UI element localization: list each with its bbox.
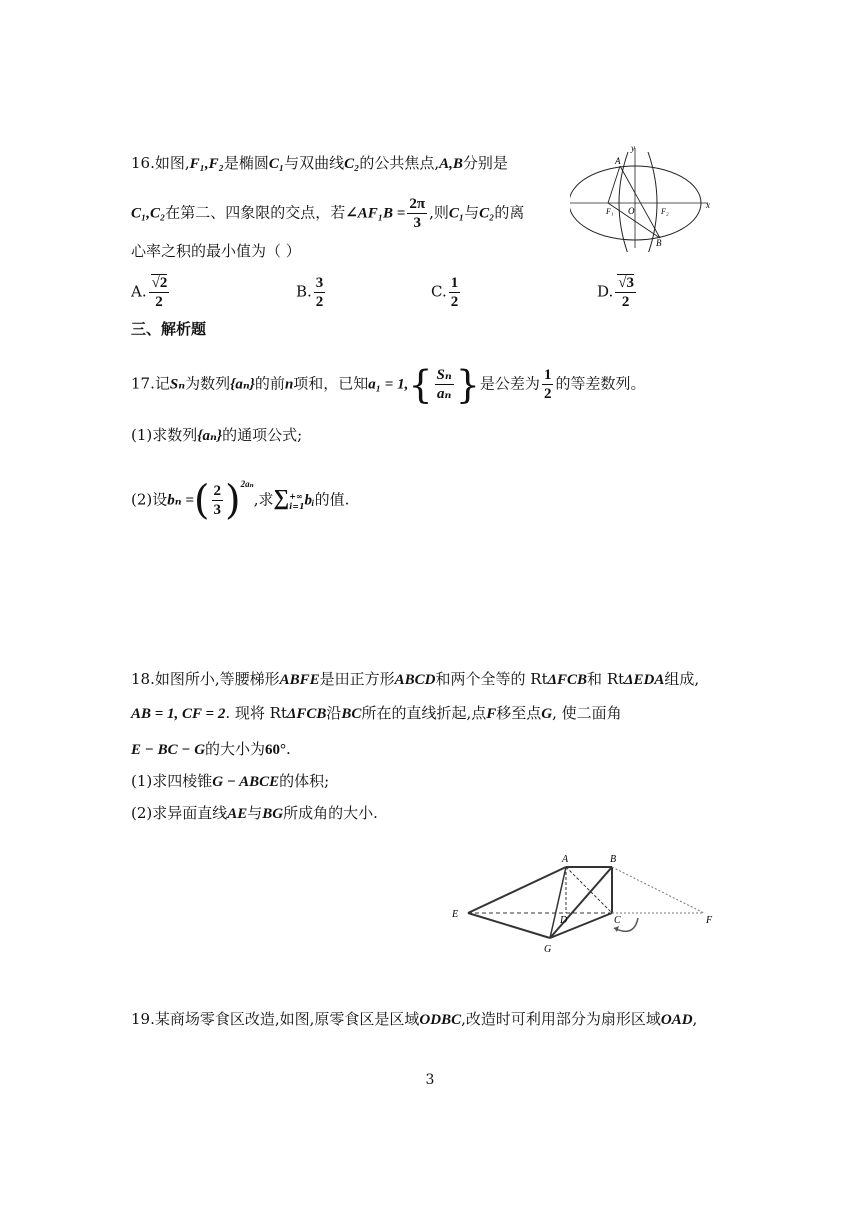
- edge-bf-dotted: [612, 867, 704, 913]
- q17-part2: (2)设bₙ =( $\frac{2}{3}$ )$^{2a_n}$,求∑ +∞ i=1 bᵢ的值.: [131, 477, 350, 524]
- q17-part1: (1)求数列{aₙ}的通项公式;: [131, 426, 303, 444]
- sn-over-an: $\frac{\text{Sₙ}}{\text{aₙ}}$: [436, 367, 452, 402]
- label-d: D: [560, 915, 568, 926]
- q17-stem: 17.记Sₙ为数列{aₙ}的前n项和，已知a₁ = 1,{ $\frac{\text{Sₙ}}{\text{aₙ}}$ }是公差为 $\frac{1}{2}$ 的等差数列。: [131, 362, 646, 407]
- q18-part2: (2)求异面直线AE与BG所成角的大小.: [131, 804, 378, 822]
- q16-option-c: C. $\frac{1}{2}$: [431, 275, 459, 310]
- q16-line1: 16.如图,F₁,F₂是椭圆C₁与双曲线C₂的公共焦点,A,B分别是: [131, 154, 508, 172]
- label-b: B: [610, 854, 617, 865]
- section-heading: 三、解析题: [131, 320, 207, 338]
- q16-option-a: A. $\frac{√2}{2}$: [131, 275, 168, 310]
- points-ab: A,B: [439, 156, 463, 172]
- label-f1: F₁: [606, 207, 614, 216]
- angle-expr: ∠AF₁B =: [345, 205, 406, 222]
- edge-gb: [550, 867, 612, 938]
- c2: C₂: [344, 156, 360, 172]
- q16-line2: C₁,C₂在第二、四象限的交点，若∠AF₁B = $\frac{2\pi}{3}$ ,则C₁与C₂的离: [131, 196, 525, 231]
- line-ab: [620, 166, 660, 238]
- q18-line3: E − BC − G的大小为60°.: [131, 740, 291, 758]
- label-b: B: [656, 238, 662, 248]
- label-y: y: [631, 143, 635, 153]
- q18-line2: AB = 1, CF = 2. 现将 RtΔFCB沿BC所在的直线折起,点F移至点G, 使二面角: [131, 704, 622, 722]
- label-g: G: [544, 944, 552, 955]
- fold-arrow-head: [614, 926, 619, 932]
- q16-option-b: B. $\frac{3}{2}$: [296, 275, 324, 310]
- label-x: x: [706, 200, 710, 210]
- edge-eg: [468, 913, 550, 938]
- q16-line3: 心率之积的最小值为（ ）: [131, 242, 301, 260]
- segment-af1: [608, 166, 620, 203]
- label-f: F: [706, 915, 713, 926]
- label-a: A: [615, 156, 621, 166]
- q19-stem: 19.某商场零食区改造,如图,原零食区是区域ODBC,改造时可利用部分为扇形区域OAD,: [131, 1010, 698, 1028]
- label-f2: F₂: [661, 207, 669, 216]
- page-number: 3: [425, 1072, 435, 1088]
- label-a: A: [562, 854, 569, 865]
- q16-figure: [570, 142, 715, 252]
- q16-option-d: D. $\frac{√3}{2}$: [597, 275, 634, 310]
- edge-ea: [468, 867, 566, 913]
- q18-line1: 18.如图所小,等腰梯形ABFE是田正方形ABCD和两个全等的 RtΔFCB和 RtΔEDA组成,: [131, 670, 700, 688]
- label-o: O: [628, 206, 635, 216]
- c1: C₁: [268, 156, 285, 172]
- angle-fraction: $\frac{2\pi}{3}$: [409, 196, 426, 231]
- q18-figure: [446, 848, 722, 958]
- label-c: C: [614, 915, 621, 926]
- foci: F₁,F₂: [189, 156, 224, 172]
- q18-part1: (1)求四棱锥G − ABCE的体积;: [131, 772, 330, 790]
- label-e: E: [452, 909, 459, 920]
